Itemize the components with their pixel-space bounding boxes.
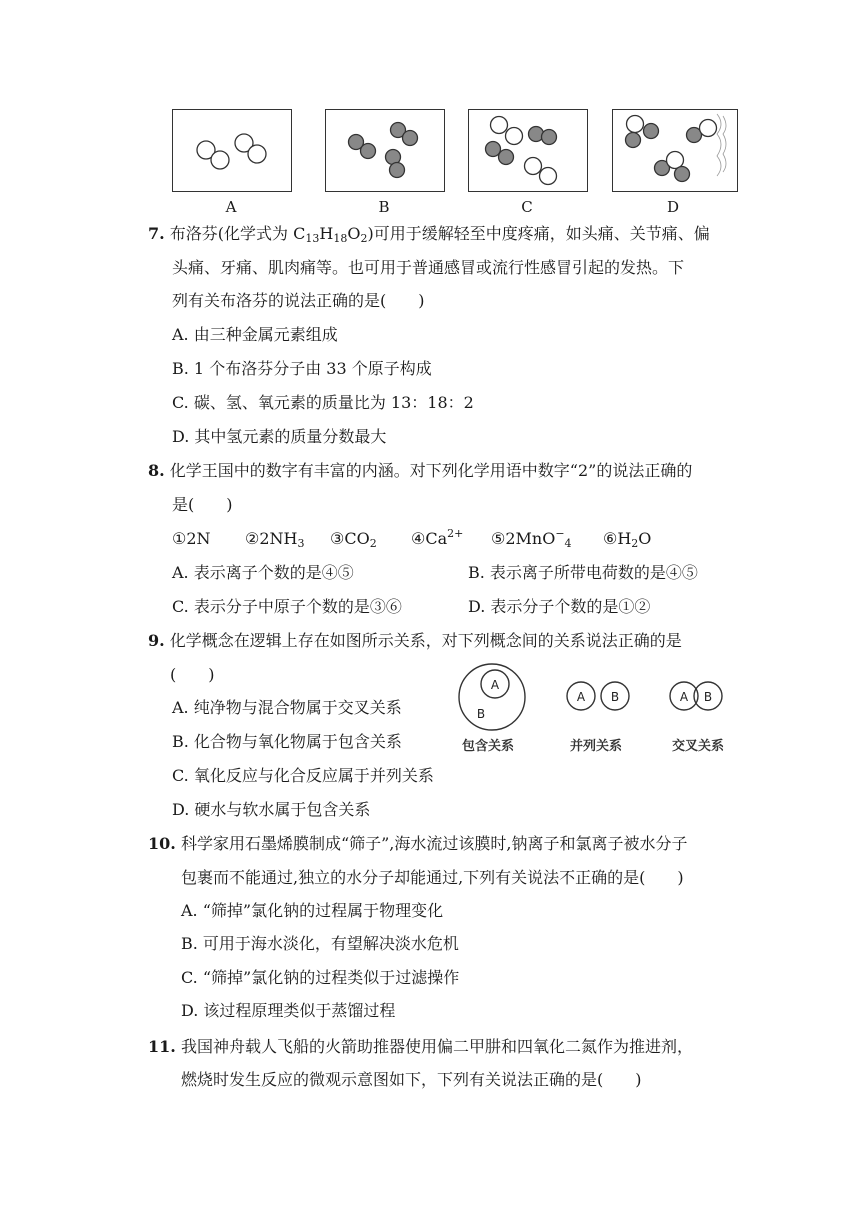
question-7-option-a[interactable]: A. 由三种金属元素组成 [172, 325, 338, 344]
figure-label-b: B [378, 198, 390, 216]
particle-diagram-c [469, 110, 587, 191]
chem-item-6: $⑥H_2O$ [603, 529, 652, 550]
question-10-option-c[interactable]: C. “筛掉”氯化钠的过程类似于过滤操作 [181, 968, 460, 987]
question-8-option-c[interactable]: C. 表示分子中原子个数的是③⑥ [172, 597, 402, 616]
question-9-option-d[interactable]: D. 硬水与软水属于包含关系 [172, 800, 371, 819]
question-7-option-d[interactable]: D. 其中氢元素的质量分数最大 [172, 427, 387, 446]
question-8-line-2: 是( ) [172, 495, 233, 514]
question-7-line-2: 头痛、牙痛、肌肉痛等。也可用于普通感冒或流行性感冒引起的发热。下 [172, 258, 685, 277]
particle-box-d [612, 109, 738, 192]
relation-label-intersect: 交叉关系 [672, 739, 725, 754]
particle-box-a [172, 109, 292, 192]
chem-item-2: $②2NH_3$ [245, 529, 305, 550]
diagram-label-b: B [476, 707, 486, 721]
question-9-line-1: 9. 化学概念在逻辑上存在如图所示关系，对下列概念间的关系说法正确的是 [148, 631, 682, 650]
relation-label-contain: 包含关系 [462, 739, 515, 754]
question-9-line-2: ( ) [170, 665, 215, 684]
question-11-line-2: 燃烧时发生反应的微观示意图如下，下列有关说法正确的是( ) [181, 1070, 642, 1089]
question-8-option-a[interactable]: A. 表示离子个数的是④⑤ [172, 563, 354, 582]
question-number: 11. [148, 1037, 176, 1056]
figure-label-a: A [225, 198, 237, 216]
chem-item-3: $③CO_2$ [330, 529, 377, 550]
particle-box-c [468, 109, 588, 192]
relation-diagrams [455, 663, 755, 733]
question-9-option-b[interactable]: B. 化合物与氧化物属于包含关系 [172, 732, 402, 751]
question-number: 10. [148, 834, 176, 853]
question-10-line-1: 10. 科学家用石墨烯膜制成“筛子”,海水流过该膜时,钠离子和氯离子被水分子 [148, 834, 688, 853]
particle-diagram-a [173, 110, 291, 191]
question-7-line-1: 7. 布洛芬(化学式为 $C_{13}H_{18}O_2$)可用于缓解轻至中度疼痛，如头痛、关节痛、偏 [148, 224, 710, 245]
question-10-option-b[interactable]: B. 可用于海水淡化，有望解决淡水危机 [181, 934, 459, 953]
particle-diagram-d [613, 110, 737, 191]
question-7-option-b[interactable]: B. 1 个布洛芬分子由 33 个原子构成 [172, 359, 432, 378]
question-8-option-d[interactable]: D. 表示分子个数的是①② [468, 597, 651, 616]
question-11-line-1: 11. 我国神舟载人飞船的火箭助推器使用偏二甲肼和四氧化二氮作为推进剂， [148, 1037, 693, 1056]
question-8-line-1: 8. 化学王国中的数字有丰富的内涵。对下列化学用语中数字“2”的说法正确的 [148, 461, 693, 480]
chem-item-5: ⑤2MnO−$_4$ [491, 527, 572, 550]
question-9-option-a[interactable]: A. 纯净物与混合物属于交叉关系 [172, 698, 402, 717]
question-7-line-3: 列有关布洛芬的说法正确的是( ) [172, 291, 425, 310]
diagram-label-a: A [576, 690, 586, 704]
chem-item-1: ①2N [172, 529, 211, 548]
question-number: 7. [148, 224, 165, 243]
diagram-label-b: B [703, 690, 713, 704]
figure-label-c: C [521, 198, 533, 216]
question-9-option-c[interactable]: C. 氧化反应与化合反应属于并列关系 [172, 766, 434, 785]
question-8-option-b[interactable]: B. 表示离子所带电荷数的是④⑤ [468, 563, 698, 582]
question-number: 8. [148, 461, 165, 480]
diagram-label-a: A [679, 690, 689, 704]
figure-label-d: D [666, 198, 680, 216]
question-10-option-d[interactable]: D. 该过程原理类似于蒸馏过程 [181, 1001, 396, 1020]
particle-box-b [325, 109, 445, 192]
question-10-line-2: 包裹而不能通过,独立的水分子却能通过,下列有关说法不正确的是( ) [181, 868, 684, 887]
chem-item-4: $④Ca^{2+}$ [411, 527, 464, 548]
diagram-label-b: B [610, 690, 620, 704]
question-10-option-a[interactable]: A. “筛掉”氯化钠的过程属于物理变化 [181, 901, 444, 920]
particle-diagram-b [326, 110, 444, 191]
relation-label-parallel: 并列关系 [570, 739, 623, 754]
question-number: 9. [148, 631, 165, 650]
question-7-option-c[interactable]: C. 碳、氢、氧元素的质量比为 13：18：2 [172, 393, 474, 412]
diagram-label-a: A [490, 678, 500, 692]
